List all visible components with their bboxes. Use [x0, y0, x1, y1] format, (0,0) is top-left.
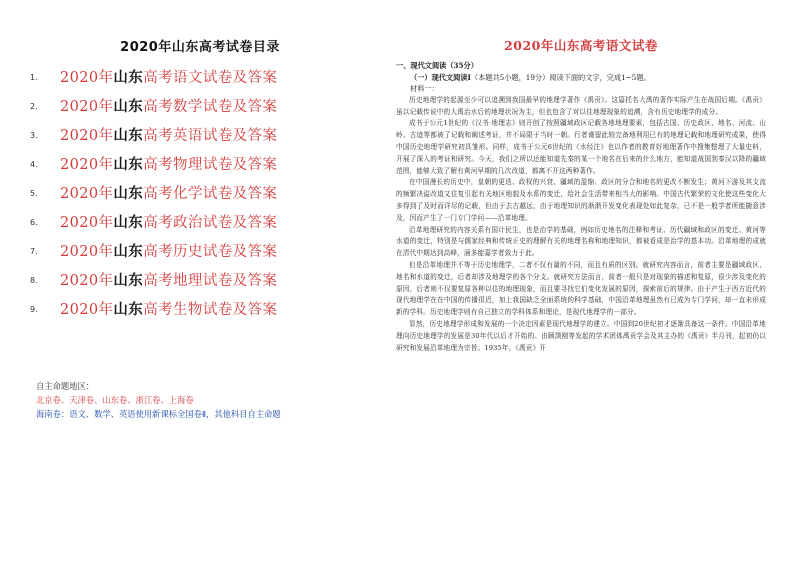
toc-number: 7.	[30, 247, 38, 256]
toc-link[interactable]: 2020年山东高考生物试卷及答案	[60, 301, 278, 318]
toc-link[interactable]: 2020年山东高考语文试卷及答案	[60, 69, 278, 86]
toc-number: 1.	[30, 73, 38, 82]
toc-item-politics[interactable]	[30, 208, 370, 237]
toc-link[interactable]: 2020年山东高考政治试卷及答案	[60, 214, 278, 231]
toc-link[interactable]: 2020年山东高考化学试卷及答案	[60, 185, 278, 202]
paragraph: 但是沿革地理并不等于历史地理学，二者不仅有量的不同，而且有质的区别。就研究内容而言，前者主要是疆域政区、地名和水道的变迁，后者却涉及地理学的各个分支。就研究方法而言，前者一般只是对现象的描述和复原，很少涉及变化的原因，后者则不仅要复原各种以往的地理现象，而且要寻找它们变化发展的原因，探索前后的规律。由于产生于西方近代的现代地理学在在中国的传播很迟，加上我国缺乏全面系统的科学基础，中国沿革地理虽然有已成为专门学问，却一直未形成新的学科。历史地理学则有自己独立的学科体系和理论，是现代地理学的一部分。	[396, 260, 766, 317]
exam-title: 2020年山东高考语文试卷	[504, 38, 658, 53]
toc-column	[30, 36, 370, 324]
subsection-heading: （一）现代文阅读Ⅰ（本题共5小题，19分）阅读下面的文字，完成1~5题。	[410, 72, 651, 82]
toc-title: 2020年山东高考试卷目录	[120, 40, 280, 55]
paragraph: 在中国漫长的历史中，皇朝的更迭、政权的兴衰、疆域的盈缩、政区的分合和地名的更改不断发生；黄河下游及其支流的频繁决溢改道又往复引起有关地区地貌及水系的变迁，给社会生活带来相当大的影响。中国古代繁荣的文化使这些变化大多得到了及时而详尽的记载，但由于去古越远，由于地理知识的渐渐开发变化表现处如此复杂，已不是一般学者所能随意涉及，因而产生了一门专门学问——沿革地理。	[396, 178, 766, 222]
toc-item-biology[interactable]	[30, 295, 370, 324]
toc-link[interactable]: 2020年山东高考物理试卷及答案	[60, 156, 278, 173]
toc-number: 4.	[30, 160, 38, 169]
toc-number: 3.	[30, 131, 38, 140]
toc-item-english[interactable]	[30, 121, 370, 150]
toc-item-geography[interactable]	[30, 266, 370, 295]
toc-list	[30, 63, 370, 324]
toc-item-chinese[interactable]	[30, 63, 370, 92]
region-notes	[36, 380, 376, 421]
toc-number: 8.	[30, 276, 38, 285]
section-heading: 一、现代文阅读（35分）	[396, 61, 478, 70]
paragraph: 历史地理学的起源至少可以追溯到我国最早的地理学著作《禹贡》。这篇托名大禹的著作实际产生在战国后期。《禹贡》虽以记载传说中的大禹治水后的地理状况为主，但也包含了对以往地理现象的追溯，含有历史地理学的成分。	[396, 95, 766, 116]
toc-item-chemistry[interactable]	[30, 179, 370, 208]
toc-link[interactable]: 2020年山东高考数学试卷及答案	[60, 98, 278, 115]
paragraph: 显然，历史地理学形成和发展的一个决定因素是现代地理学的建立。中国到20世纪初才逐渐具备这一条件。中国沿革地理向历史地理学的发展是30年代以后才开始的。由顾颉刚等发起的学术团体禹贡学会及其主办的《禹贡》半月刊，起初仍以研究和发展沿革地理为宗旨。1935年，《禹贡》开	[396, 319, 766, 352]
material-label: 材料一：	[410, 84, 439, 94]
toc-item-physics[interactable]	[30, 150, 370, 179]
toc-link[interactable]: 2020年山东高考英语试卷及答案	[60, 127, 278, 144]
exam-column	[396, 36, 766, 354]
toc-item-math[interactable]	[30, 92, 370, 121]
toc-link[interactable]: 2020年山东高考历史试卷及答案	[60, 243, 278, 260]
paragraph: 成书于公元1世纪的《汉书·地理志》则开创了按照疆域政区记载各地地理要素，包括古国、历史政区、地名、河流、山岭、古迹等都被了记载和阐述考证，并不局限于当时一朝。行者谨留此较完备地利用已有的地理记载和地理研究成果，使得中国历史地理学研究初具雏形。同样，成书于公元6世纪的《水经注》也以作者的教育好地理著作中搜集整理了大量史料，开展了深入的考证和研究。今天，我们之所以还能知道先秦的某一个地名在后来的什么地方，能知道战国到秦汉以降的疆域范围，能够大致了解有黄河早期的几次改道，都离不开这两种著作。	[396, 119, 766, 175]
notes-regions: 北京卷、天津卷、山东卷、浙江卷、上海卷	[36, 394, 194, 405]
paragraph: 沿革地理研究的内容关系有国计民生，也是治学的基础，例如历史地名的注释和考证、历代疆域和政区的变迁、黄河等水道的变迁，特别是与儒家经典和传统正史的理解有关的地理名称和地理知识，都被看成是治学的基本功。沿革地理的成就在清代中期达到高峰，涌多能嘉学者致力于此。	[396, 225, 766, 258]
toc-number: 2.	[30, 102, 38, 111]
toc-number: 9.	[30, 305, 38, 314]
toc-number: 5.	[30, 189, 38, 198]
toc-number: 6.	[30, 218, 38, 227]
notes-heading: 自主命题地区：	[36, 381, 95, 391]
toc-link[interactable]: 2020年山东高考地理试卷及答案	[60, 272, 278, 289]
toc-item-history[interactable]	[30, 237, 370, 266]
notes-hainan: 海南卷：语文、数学、英语使用新课标全国卷Ⅱ，其他科目自主命题	[36, 408, 281, 419]
